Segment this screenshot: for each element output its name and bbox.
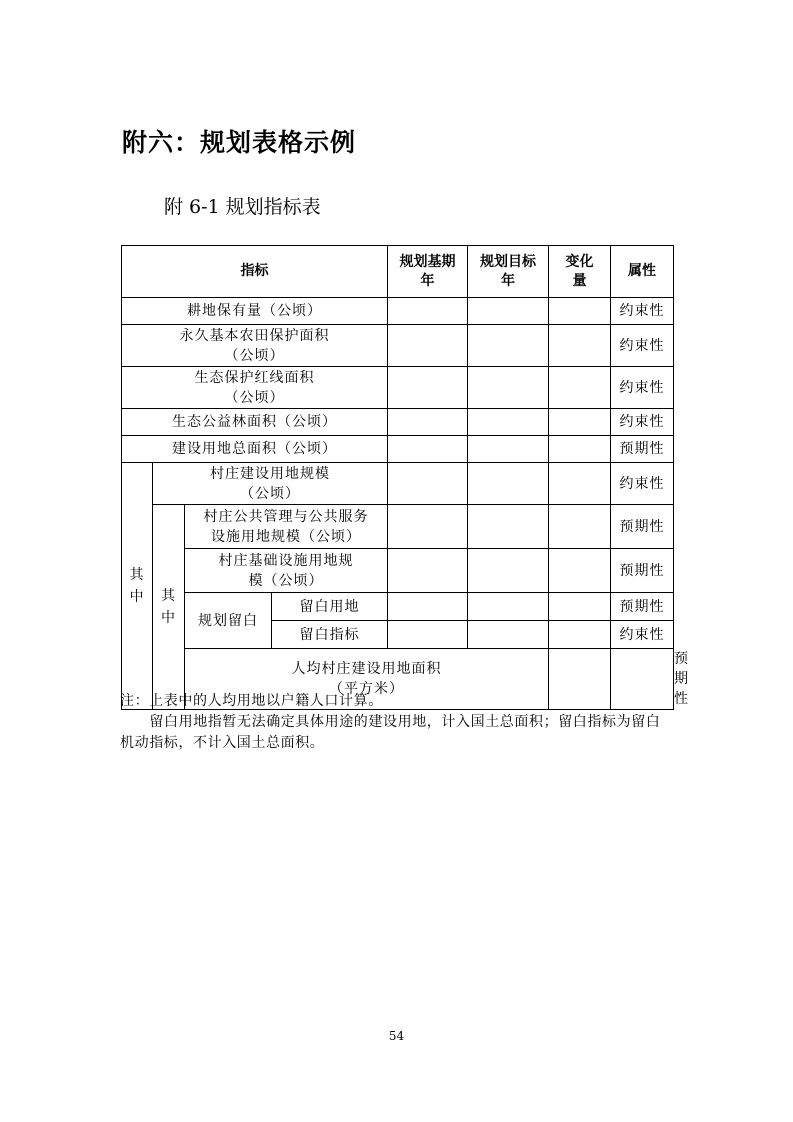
attribute-cell: 约束性	[611, 463, 674, 505]
row-label: 村庄公共管理与公共服务设施用地规模（公顷）	[185, 505, 388, 549]
attribute-cell: 约束性	[611, 367, 674, 409]
reserve-label: 规划留白	[185, 593, 272, 649]
change-cell	[549, 593, 611, 621]
row-label: 村庄建设用地规模（公顷）	[153, 463, 388, 505]
table-row	[122, 593, 674, 621]
base-year-cell	[388, 549, 468, 593]
header-change: 变化量	[549, 246, 611, 298]
base-year-cell	[388, 505, 468, 549]
header-attribute: 属性	[611, 246, 674, 298]
planning-indicator-table	[121, 245, 689, 710]
base-year-cell	[388, 621, 468, 649]
row-label: 留白用地	[272, 593, 388, 621]
table-notes	[120, 691, 670, 754]
target-year-cell	[468, 505, 549, 549]
row-label: 留白指标	[272, 621, 388, 649]
target-year-cell	[468, 549, 549, 593]
attribute-cell: 预期性	[611, 593, 674, 621]
base-year-cell	[388, 298, 468, 325]
note-line-2: 留白用地指暂无法确定具体用途的建设用地，计入国土总面积；留白指标为留白机动指标，不计入国土总面积。	[120, 714, 661, 751]
attribute-cell: 预期性	[611, 436, 674, 463]
target-year-cell	[468, 463, 549, 505]
target-year-cell	[468, 621, 549, 649]
attribute-cell: 约束性	[611, 298, 674, 325]
attribute-cell: 约束性	[611, 325, 674, 367]
change-cell	[549, 409, 611, 436]
table-row: 人均村庄建设用地面积（平方米） 预期性	[122, 649, 674, 710]
attribute-cell: 约束性	[611, 621, 674, 649]
row-label: 人均村庄建设用地面积（平方米）	[185, 649, 549, 710]
target-year-cell	[468, 409, 549, 436]
change-cell	[549, 505, 611, 549]
table-row	[122, 325, 674, 367]
group-label-inner: 其中	[153, 505, 185, 710]
target-year-cell	[468, 298, 549, 325]
target-year-cell	[468, 436, 549, 463]
base-year-cell	[388, 409, 468, 436]
change-cell	[549, 367, 611, 409]
change-cell	[549, 298, 611, 325]
table-row	[122, 436, 674, 463]
table-row	[122, 298, 674, 325]
table-row	[122, 505, 674, 549]
change-cell	[549, 325, 611, 367]
base-year-cell	[388, 325, 468, 367]
base-year-cell	[388, 593, 468, 621]
target-year-cell	[468, 325, 549, 367]
row-label: 建设用地总面积（公顷）	[122, 436, 388, 463]
row-label: 生态公益林面积（公顷）	[122, 409, 388, 436]
row-label: 生态保护红线面积（公顷）	[122, 367, 388, 409]
target-year-cell	[468, 367, 549, 409]
table-caption: 附 6-1 规划指标表	[164, 196, 321, 218]
row-label: 村庄基础设施用地规模（公顷）	[185, 549, 388, 593]
group-label-outer: 其中	[122, 463, 153, 710]
table-row	[122, 367, 674, 409]
change-cell	[549, 436, 611, 463]
row-label: 耕地保有量（公顷）	[122, 298, 388, 325]
change-cell	[549, 463, 611, 505]
change-cell	[549, 549, 611, 593]
header-target-year: 规划目标年	[468, 246, 549, 298]
page-heading: 附六：规划表格示例	[122, 128, 357, 157]
base-year-cell	[388, 463, 468, 505]
attribute-cell: 约束性	[611, 409, 674, 436]
row-label: 永久基本农田保护面积（公顷）	[122, 325, 388, 367]
header-indicator: 指标	[122, 246, 388, 298]
page-number: 54	[388, 1029, 405, 1043]
base-year-cell	[388, 436, 468, 463]
attribute-cell: 预期性	[611, 549, 674, 593]
base-year-cell	[388, 367, 468, 409]
header-row	[122, 246, 674, 298]
change-cell	[549, 621, 611, 649]
table-row	[122, 463, 674, 505]
table-row	[122, 409, 674, 436]
target-year-cell	[468, 593, 549, 621]
table-row	[122, 549, 674, 593]
header-base-year: 规划基期年	[388, 246, 468, 298]
attribute-cell: 预期性	[611, 505, 674, 549]
note-line-1: 注：上表中的人均用地以户籍人口计算。	[120, 693, 383, 709]
